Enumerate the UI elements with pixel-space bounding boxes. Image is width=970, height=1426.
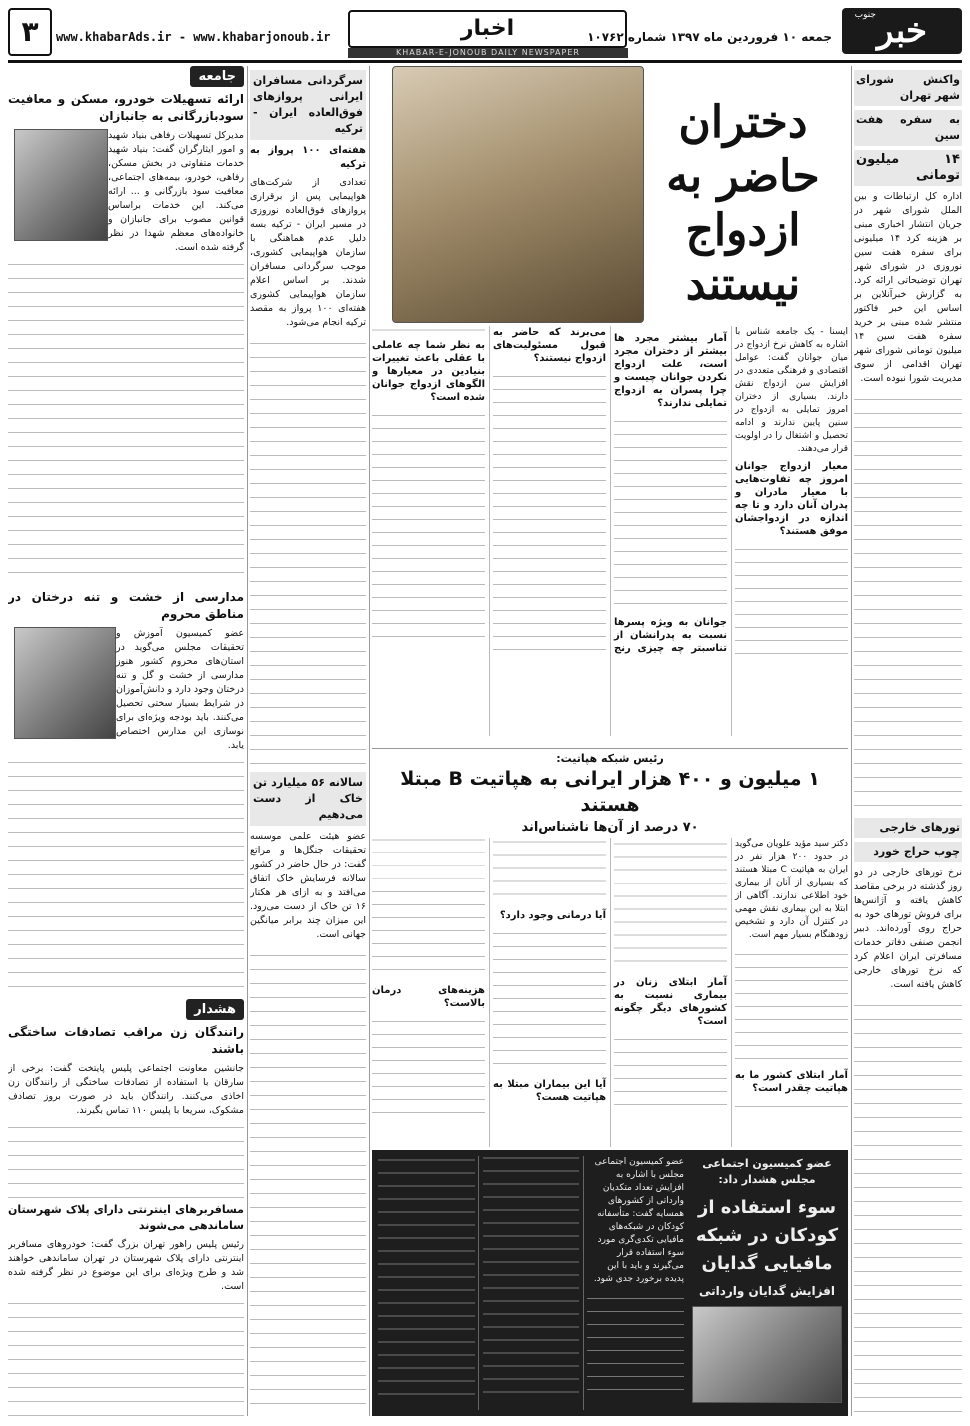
article-title-line2: چوب حراج خورد [854, 842, 962, 862]
schools-body: عضو کمیسیون آموزش و تحقیقات مجلس می‌گوید در استان‌های محروم کشور هنوز مدارسی از خشت و گل و تنه درختان وجود دارد و دانش‌آموزان در شرایط بسیار سختی تحصیل می‌کنند. باید بودجه ویژه‌ای برای نوسازی این مدارس اختصاص یابد. [116, 628, 244, 751]
lead-question: جوانان به ویژه پسرها نسبت به پدرانشان از تناسبتر چه چیزی رنج می‌برند که حاضر به قبول مسئولیت‌های ازدواج نیستند؟ [493, 327, 727, 654]
section-divider [372, 748, 848, 749]
hepatitis-question: آمار ابتلای زنان در بیماری نسبت به کشورهای دیگر چگونه است؟ [614, 976, 727, 1027]
travel-headline[interactable]: سرگردانی مسافران ایرانی پروازهای فوق‌العاده ایران - ترکیه [250, 70, 366, 140]
website-url[interactable]: www.khabarAds.ir - www.khabarjonoub.ir [56, 30, 331, 44]
issue-date-line: جمعه ۱۰ فروردین ماه ۱۳۹۷ شماره ۱۰۷۶۲ [587, 30, 832, 44]
society-body-cont [8, 255, 244, 585]
hepatitis-question: آمار ابتلای کشور ما به هپاتیت چقدر است؟ [735, 1070, 848, 1094]
drivers-headline[interactable]: رانندگان زن مراقب تصادفات ساختگی باشند [8, 1025, 244, 1056]
interviewee-photo [392, 66, 644, 323]
column-divider [369, 66, 370, 1416]
hepatitis-body-cont [493, 925, 606, 1075]
travel-body: تعدادی از شرکت‌های هواپیمایی پس از برقراری پروازهای فوق‌العاده نوروزی در مسیر ایران - ترکیه بسه دلیل عدم هماهنگی با سازمان هواپیمایی کشوری، موجب سرگردانی مسافران شدند. بر اساس اعلام سازمان هواپیمایی کشوری هفته‌ای ۱۰۰ پرواز به مقصد ترکیه انجام می‌شود. [250, 177, 366, 328]
article-body: اداره کل ارتباطات و بین الملل شورای شهر در جریان انتشار اخباری مبنی بر هزینه کرد ۱۴ میلیونی برای سفره هفت سین نوروزی در شورای شهر تهران توضیحاتی ارائه کرد. به گزارش خبرآنلاین بر اساس این خبر فاکتور منتشر شده مبنی بر خرید سفره هفت سین ۱۴ میلیون تومانی شورای شهر تهران اقدامی از سوی مدیریت شورا نبوده است. [854, 191, 962, 384]
beggars-article [372, 1150, 848, 1416]
forest-body-cont [250, 946, 366, 1416]
article-title-line2: به سفره هفت سین [854, 110, 962, 146]
beggars-body: عضو کمیسیون اجتماعی مجلس با اشاره به افزایش تعداد متکدیان وارداتی از کشورهای همسایه گفت: متأسفانه کودکان در شبکه‌های مافیایی تکدی‌گری مورد سوء استفاده قرار می‌گیرند و باید با این پدیده برخورد جدی شود. [593, 1157, 684, 1284]
lead-question: آمار بیشتر مجرد ها بیشتر از دختران مجرد است، علت ازدواج نکردن جوانان چیست و چرا پسران به ازدواج تمایلی ندارند؟ [614, 332, 727, 409]
article-title[interactable]: تورهای خارجی [854, 818, 962, 838]
schools-headline[interactable]: مدارسی از خشت و تنه درختان در مناطق محروم [8, 590, 244, 621]
hepatitis-article [372, 752, 848, 1147]
article-title-line3: ۱۴ میلیون تومانی [854, 150, 962, 186]
society-column [8, 66, 244, 1416]
column-divider [247, 66, 248, 1416]
hepatitis-question: هزینه‌های درمان بالاست؟ [372, 985, 485, 1010]
column-divider [851, 66, 852, 1416]
header-rule [8, 60, 962, 63]
hepatitis-body-cont [735, 946, 848, 1066]
society-body: مدیرکل تسهیلات رفاهی بنیاد شهید و امور ایثارگران گفت: بنیاد شهید خدمات متفاوتی در بخش مسکن، رفاهی، خودرو، بیمه‌های اجتماعی، معافیت سود بازرگانی و ... ارائه می‌کند. این خدمات براساس قوانین مصوب برای جانبازان و خانواده‌های معظم شهدا در نظر گرفته شده است. [108, 130, 244, 253]
lead-question: به نظر شما چه عاملی با عقلی باعث تغییرات بنیادین در معیارها و الگوهای ازدواج جوانان شده است؟ [372, 339, 485, 403]
mp-photo [692, 1306, 842, 1403]
schools-body-cont [8, 753, 244, 993]
hepatitis-headline[interactable]: ۱ میلیون و ۴۰۰ هزار ایرانی به هپاتیت B مبتلا هستند [400, 768, 820, 816]
lead-body: ایسنا - یک جامعه شناس با اشاره به کاهش نرخ ازدواج در میان جوانان گفت: عوامل اقتصادی و فرهنگی متعددی در افزایش سن ازدواج نقش دارند. بسیاری از دختران امروز تمایلی به ازدواج در سنین پایین ندارند و ادامه تحصیل و اشتغال را در اولویت قرار می‌دهند. [735, 327, 848, 454]
section-tab[interactable]: اخبار [348, 10, 627, 48]
hepatitis-kicker: رئیس شبکه هپاتیت: [556, 752, 664, 765]
hepatitis-body-cont [372, 1013, 485, 1113]
official-photo [14, 129, 108, 241]
article-body-cont [854, 996, 962, 1416]
hepatitis-question: آیا این بیماران مبتلا به هپاتیت هست؟ [493, 1078, 606, 1103]
article-title[interactable]: واکنش شورای شهر تهران [854, 70, 962, 106]
taxi-headline[interactable]: مسافربرهای اینترنتی دارای پلاک شهرستان ساماندهی می‌شوند [8, 1203, 244, 1232]
right-column [854, 66, 962, 1416]
mp-photo [14, 627, 116, 739]
travel-kicker: هفته‌ای ۱۰۰ پرواز به ترکیه [250, 145, 366, 170]
travel-column [250, 66, 366, 1416]
society-header[interactable]: جامعه [190, 66, 244, 87]
lead-question: معیار ازدواج جوانان امروز چه تفاوت‌هایی با معیار مادران و پدران آنان دارد و تا چه اندازه در ازدواجشان موفق هستند؟ [735, 461, 848, 537]
drivers-body-cont [8, 1118, 244, 1198]
masthead [8, 8, 962, 56]
taxi-body-cont [8, 1294, 244, 1416]
logo-text: خبر [876, 11, 928, 51]
forest-headline[interactable]: سالانه ۵۶ میلیارد تن خاک از دست می‌دهیم [250, 772, 366, 826]
beggars-kicker: عضو کمیسیون اجتماعی مجلس هشدار داد: [702, 1157, 832, 1186]
lead-headline[interactable]: دختران حاضر به ازدواج نیستند [666, 97, 820, 310]
page-number: ۳ [8, 8, 52, 56]
lead-body-cont [372, 407, 485, 647]
warning-header[interactable]: هشدار [186, 999, 244, 1020]
lead-body-cont [614, 413, 727, 613]
hepatitis-body: دکتر سید مؤید علویان می‌گوید در حدود ۲۰۰ هزار نفر در ایران به هپاتیت C مبتلا هستند که بسیاری از آنان از بیماری خود اطلاعی ندارند. آگاهی از ابتلا به این بیماری نقش مهمی در کنترل آن دارد و تشخیص زودهنگام بسیار مهم است. [735, 839, 848, 940]
hepatitis-subtitle: ۷۰ درصد از آن‌ها ناشناس‌اند [521, 820, 699, 835]
taxi-body: رئیس پلیس راهور تهران بزرگ گفت: خودروهای مسافربر اینترنتی دارای پلاک شهرستان در تهران ساماندهی خواهند شد و طرح ویژه‌ای برای این موضوع در نظر گرفته شده است. [8, 1239, 244, 1292]
lead-article [372, 66, 848, 746]
drivers-body: جانشین معاونت اجتماعی پلیس پایتخت گفت: برخی از سارقان با استفاده از تصادفات ساختگی از رانندگان زن اخاذی می‌کنند. رانندگان باید در صورت بروز تصادف مشکوک، سریعا با پلیس ۱۱۰ تماس بگیرند. [8, 1063, 244, 1116]
article-body: نرخ تورهای خارجی در دو روز گذشته در برخی مقاصد کاهش یافته و آژانس‌ها برای فروش تورهای خود به حراج روی آورده‌اند. دبیر انجمن صنفی دفاتر خدمات مسافرتی ایران اعلام کرد که نرخ تورهای خارجی کاهش یافته است. [854, 867, 962, 990]
beggars-subtitle: افزایش گدایان وارداتی [698, 1284, 836, 1298]
logo-subtext: جنوب [854, 10, 876, 20]
beggars-headline[interactable]: سوء استفاده از کودکان در شبکه مافیایی گدایان [695, 1197, 839, 1274]
english-strip: KHABAR-E-JONOUB DAILY NEWSPAPER [348, 48, 628, 58]
hepatitis-question: آیا درمانی وجود دارد؟ [499, 909, 606, 921]
forest-body: عضو هیئت علمی موسسه تحقیقات جنگل‌ها و مراتع گفت: در حال حاضر در کشور سالانه فرسایش خاک اتفاق می‌افتد و به ازای هر هکتار ۱۶ تن خاک از دست می‌رود. این میزان چند برابر میانگین جهانی است. [250, 831, 366, 940]
travel-body-cont [250, 334, 366, 764]
society-headline[interactable]: ارائه تسهیلات خودرو، مسکن و معافیت سودبازرگانی به جانبازان [8, 92, 244, 123]
article-body-cont [854, 390, 962, 810]
